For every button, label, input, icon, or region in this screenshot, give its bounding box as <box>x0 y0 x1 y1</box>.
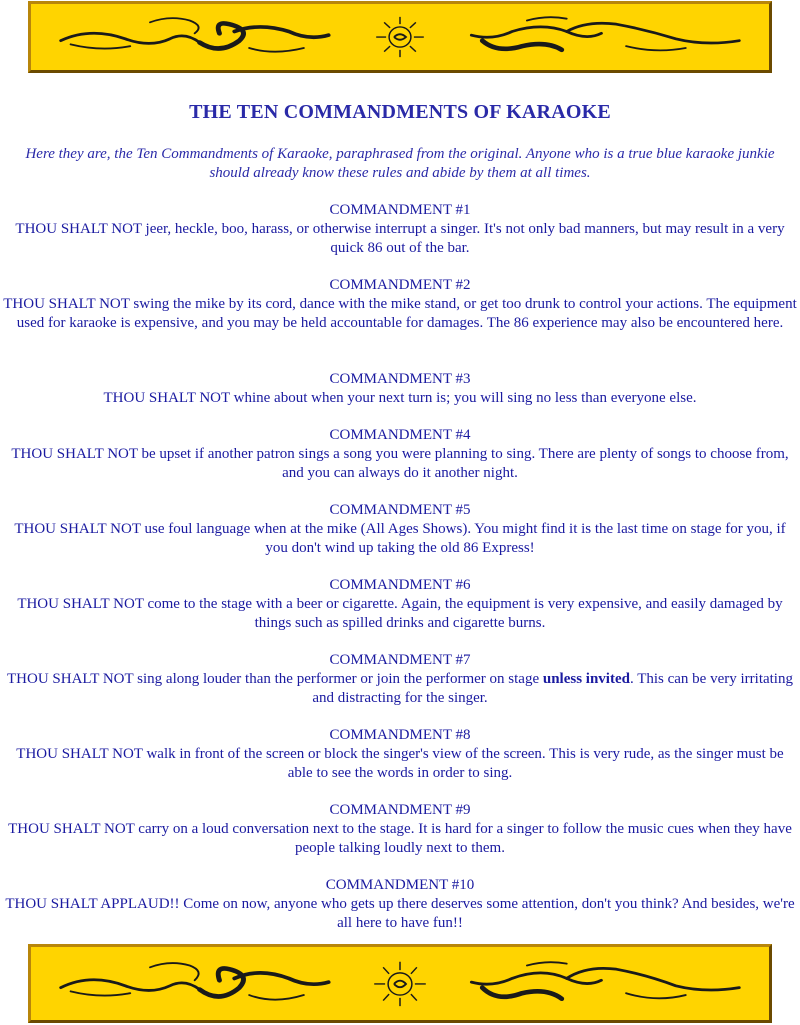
commandment-heading: COMMANDMENT #8 <box>329 727 471 743</box>
commandment-heading: COMMANDMENT #10 <box>325 877 475 893</box>
commandment-text-start: THOU SHALT NOT sing along louder than the performer or join the performer on stage <box>7 671 543 687</box>
commandment-text: THOU SHALT APPLAUD!! Come on now, anyone who gets up there deserves some attention, don't you think? And besides, we're all here to have fun!! <box>5 896 795 931</box>
banner-artwork <box>31 947 769 1020</box>
commandment-2 <box>0 276 800 370</box>
commandment-heading: COMMANDMENT #9 <box>329 802 471 818</box>
commandment-text <box>2 670 798 708</box>
commandment-8 <box>0 726 800 801</box>
commandment-text: THOU SHALT NOT use foul language when at the mike (All Ages Shows). You might find it is the last time on stage for you, if you don't wind up taking the old 86 Express! <box>14 521 786 556</box>
commandment-text: THOU SHALT NOT walk in front of the screen or block the singer's view of the screen. This is very rude, as the singer must be able to see the words in order to sing. <box>16 746 784 781</box>
commandment-10 <box>0 876 800 936</box>
page-title: THE TEN COMMANDMENTS OF KARAOKE <box>189 101 611 123</box>
commandment-text: THOU SHALT NOT carry on a loud conversation next to the stage. It is hard for a singer to follow the music cues when they have people talking loudly next to them. <box>8 821 792 856</box>
commandment-heading: COMMANDMENT #5 <box>329 502 471 518</box>
commandment-text: THOU SHALT NOT whine about when your next turn is; you will sing no less than everyone else. <box>103 390 697 406</box>
commandment-heading: COMMANDMENT #1 <box>329 202 471 218</box>
sun-icon <box>374 962 426 1006</box>
commandment-heading: COMMANDMENT #6 <box>329 577 471 593</box>
dragon-icon <box>61 963 329 1000</box>
commandment-3 <box>0 370 800 426</box>
commandment-6 <box>0 576 800 651</box>
commandment-4 <box>0 426 800 501</box>
commandments-list <box>0 201 800 936</box>
commandment-5 <box>0 501 800 576</box>
commandment-heading: COMMANDMENT #7 <box>329 652 471 668</box>
banner-artwork <box>31 4 769 70</box>
sun-icon <box>376 17 424 57</box>
commandment-9 <box>0 801 800 876</box>
commandment-text-end: . This can be very irritating and distracting for the singer. <box>312 671 793 706</box>
commandment-text: THOU SHALT NOT come to the stage with a beer or cigarette. Again, the equipment is very expensive, and easily damaged by things such as spilled drinks and cigarette burns. <box>17 596 783 631</box>
emphasis-text: unless invited <box>542 671 630 687</box>
dragon-icon <box>61 18 329 52</box>
intro-paragraph: Here they are, the Ten Commandments of Karaoke, paraphrased from the original. Anyone who is a true blue karaoke junkie should already know these rules and abide by them at all times. <box>25 146 775 181</box>
commandment-text: THOU SHALT NOT be upset if another patron sings a song you were planning to sing. There are plenty of songs to choose from, and you can always do it another night. <box>11 446 789 481</box>
commandment-7 <box>0 651 800 726</box>
commandment-heading: COMMANDMENT #4 <box>329 427 471 443</box>
bottom-dragon-banner <box>28 944 772 1023</box>
commandment-text: THOU SHALT NOT jeer, heckle, boo, harass, or otherwise interrupt a singer. It's not only bad manners, but may result in a very quick 86 out of the bar. <box>15 221 785 256</box>
commandment-heading: COMMANDMENT #2 <box>329 277 471 293</box>
commandment-heading: COMMANDMENT #3 <box>329 371 471 387</box>
dragon-icon <box>471 17 739 50</box>
commandment-1 <box>0 201 800 276</box>
dragon-icon <box>471 962 739 999</box>
commandment-text: THOU SHALT NOT swing the mike by its cord, dance with the mike stand, or get too drunk to control your actions. The equipment used for karaoke is expensive, and you may be held accountable for damages. The 86 experience may also be encountered here. <box>3 296 797 331</box>
top-dragon-banner <box>28 1 772 73</box>
